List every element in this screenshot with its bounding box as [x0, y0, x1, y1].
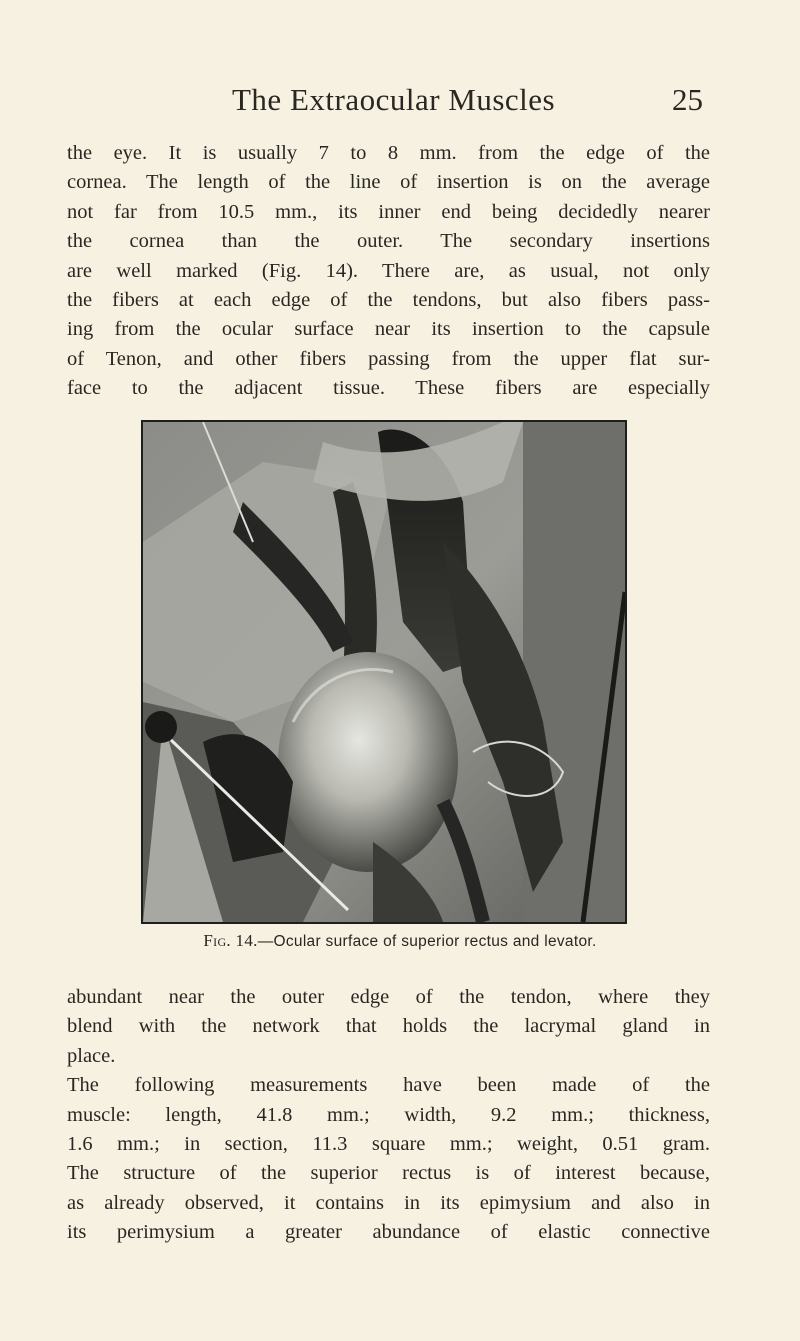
- text-line: the cornea than the outer. The secondary insertions: [67, 230, 710, 253]
- text-line: as already observed, it contains in its epimysium and also in: [67, 1191, 710, 1214]
- text-line: the fibers at each edge of the tendons, but also fibers pass-: [67, 289, 710, 312]
- page-number: 25: [672, 82, 703, 117]
- text-line: of Tenon, and other fibers passing from the upper flat sur-: [67, 347, 710, 370]
- text-line: 1.6 mm.; in section, 11.3 square mm.; weight, 0.51 gram.: [67, 1133, 710, 1156]
- text-line: The following measurements have been made of the: [67, 1074, 710, 1097]
- running-title: The Extraocular Muscles: [232, 82, 556, 117]
- text-line: the eye. It is usually 7 to 8 mm. from the edge of the: [67, 142, 710, 164]
- anatomical-photograph: [141, 420, 627, 924]
- figure-caption: [0, 931, 800, 951]
- text-line: place.: [67, 1044, 116, 1067]
- top-paragraph: [67, 139, 710, 404]
- text-line: muscle: length, 41.8 mm.; width, 9.2 mm.; thickness,: [67, 1103, 710, 1126]
- dissection-photo-illustration: [143, 422, 625, 922]
- text-line: abundant near the outer edge of the tendon, where they: [67, 986, 710, 1008]
- text-line: are well marked (Fig. 14). There are, as usual, not only: [67, 259, 710, 282]
- text-line: not far from 10.5 mm., its inner end being decidedly nearer: [67, 200, 710, 223]
- figure-caption-text: —Ocular surface of superior rectus and levator.: [257, 933, 597, 950]
- text-line: The structure of the superior rectus is of interest because,: [67, 1162, 710, 1185]
- running-header: [0, 82, 800, 122]
- figure-label: Fig. 14.: [203, 931, 258, 950]
- text-line: ing from the ocular surface near its insertion to the capsule: [67, 318, 710, 341]
- bottom-paragraphs: [67, 983, 710, 1248]
- text-line: its perimysium a greater abundance of elastic connective: [67, 1221, 710, 1244]
- text-line: face to the adjacent tissue. These fibers are especially: [67, 377, 710, 400]
- text-line: cornea. The length of the line of insertion is on the average: [67, 171, 710, 194]
- text-line: blend with the network that holds the lacrymal gland in: [67, 1015, 710, 1038]
